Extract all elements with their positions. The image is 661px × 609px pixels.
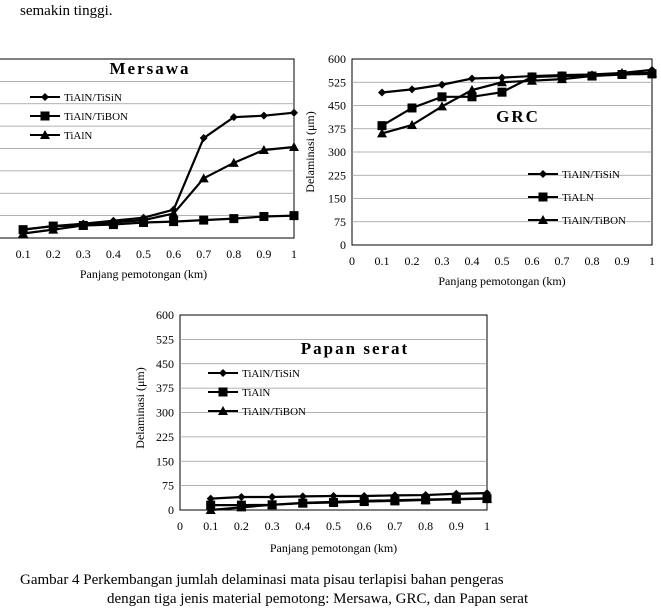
x-tick-label: 0.6 — [356, 519, 372, 533]
x-tick-label: 0.8 — [584, 254, 600, 268]
x-tick-label: 0.2 — [233, 519, 249, 533]
x-tick-label: 0.3 — [434, 254, 450, 268]
x-tick-label: 0.7 — [387, 519, 403, 533]
chart-mersawa — [0, 52, 300, 292]
x-tick-label: 0.2 — [404, 254, 420, 268]
y-tick-label: 375 — [328, 121, 346, 136]
x-tick-label: 0.9 — [256, 247, 272, 261]
legend-label: TiAlN/TiBON — [562, 215, 627, 227]
legend-marker — [539, 193, 548, 202]
y-tick-label: 450 — [328, 98, 346, 113]
legend-label: TiAlN/TiBON — [242, 406, 307, 418]
chart-title: Papan serat — [300, 339, 410, 358]
x-tick-label: 0.6 — [524, 254, 540, 268]
y-tick-label: 75 — [162, 478, 174, 493]
x-tick-label: 1 — [649, 254, 655, 268]
y-tick-label: 525 — [156, 332, 174, 347]
x-tick-label: 0.3 — [75, 247, 91, 261]
x-axis-label: Panjang pemotongan (km) — [79, 267, 208, 281]
y-tick-label: 150 — [328, 191, 346, 206]
y-tick-label: 525 — [328, 75, 346, 90]
data-point — [438, 92, 447, 101]
y-tick-label: 225 — [156, 429, 174, 444]
data-point — [199, 173, 209, 182]
data-point — [437, 101, 447, 110]
chart-title: GRC — [496, 107, 540, 126]
x-tick-label: 0.4 — [105, 247, 121, 261]
x-tick-label: 1 — [291, 247, 297, 261]
y-axis-label: Delaminasi (μm) — [133, 367, 147, 449]
chart-papan-serat — [130, 308, 510, 558]
x-tick-label: 1 — [484, 519, 490, 533]
y-tick-label: 450 — [156, 356, 174, 371]
x-tick-label: 0.7 — [196, 247, 212, 261]
y-tick-label: 600 — [156, 308, 174, 322]
legend-marker — [41, 112, 50, 121]
x-tick-label: 0.5 — [136, 247, 151, 261]
x-tick-label: 0.5 — [326, 519, 341, 533]
legend-label: TiAlN/TiBON — [64, 111, 129, 123]
y-tick-label: 0 — [340, 238, 346, 252]
data-point — [259, 212, 268, 221]
y-tick-label: 225 — [328, 168, 346, 183]
data-point — [169, 217, 178, 226]
series-line — [211, 493, 487, 499]
x-tick-label: 0.1 — [374, 254, 390, 268]
data-point — [378, 88, 386, 96]
series-line — [23, 147, 294, 234]
data-point — [290, 211, 299, 220]
legend-label: TiALN — [562, 192, 594, 204]
x-tick-label: 0.1 — [203, 519, 219, 533]
y-axis-label: Delaminasi (μm) — [303, 111, 317, 193]
figure-caption: Gambar 4 Perkembangan jumlah delaminasi mata pisau terlapisi bahan pengeras — [20, 572, 504, 588]
data-point — [229, 214, 238, 223]
data-point — [407, 120, 417, 129]
x-tick-label: 0.5 — [494, 254, 510, 268]
x-tick-label: 0 — [349, 254, 355, 268]
x-tick-label: 0 — [177, 519, 183, 533]
y-tick-label: 375 — [156, 381, 174, 396]
data-point — [268, 493, 276, 501]
y-tick-label: 300 — [328, 145, 346, 159]
data-point — [408, 103, 417, 112]
x-tick-label: 0.8 — [226, 247, 242, 261]
x-axis-label: Panjang pemotongan (km) — [438, 274, 566, 288]
x-tick-label: 0.6 — [166, 247, 182, 261]
legend-marker — [539, 170, 547, 178]
data-point — [260, 112, 268, 120]
chart-grc — [300, 52, 661, 292]
x-tick-label: 0.4 — [464, 254, 480, 268]
x-tick-label: 0.2 — [45, 247, 61, 261]
x-tick-label: 0.3 — [264, 519, 280, 533]
x-tick-label: 0.9 — [448, 519, 464, 533]
legend-label: TiAlN/TiSiN — [64, 92, 122, 104]
x-tick-label: 0.1 — [15, 247, 31, 261]
data-point — [498, 88, 507, 97]
chart-title: Mersawa — [109, 59, 191, 78]
x-tick-label: 0.9 — [614, 254, 630, 268]
x-tick-label: 0.7 — [554, 254, 570, 268]
legend-marker — [219, 369, 227, 377]
data-point — [408, 85, 416, 93]
data-point — [237, 493, 245, 501]
y-tick-label: 0 — [168, 503, 174, 517]
legend-label: TiAlN/TiSiN — [562, 169, 620, 181]
intro-text: semakin tinggi. — [20, 3, 113, 19]
y-tick-label: 75 — [334, 214, 346, 229]
legend-label: TiAlN — [242, 387, 271, 399]
legend-label: TiAlN/TiSiN — [242, 368, 300, 380]
data-point — [290, 109, 298, 117]
data-point — [468, 75, 476, 83]
figure-caption-continued: dengan tiga jenis material pemotong: Mersawa, GRC, dan Papan serat — [107, 591, 529, 607]
x-tick-label: 0.8 — [418, 519, 434, 533]
y-tick-label: 600 — [328, 52, 346, 66]
legend-marker — [41, 93, 49, 101]
x-tick-label: 0.4 — [295, 519, 311, 533]
x-axis-label: Panjang pemotongan (km) — [269, 541, 398, 555]
legend-marker — [219, 388, 228, 397]
y-tick-label: 150 — [156, 454, 174, 469]
y-tick-label: 300 — [156, 405, 174, 420]
data-point — [199, 216, 208, 225]
legend-label: TiAlN — [64, 130, 93, 142]
